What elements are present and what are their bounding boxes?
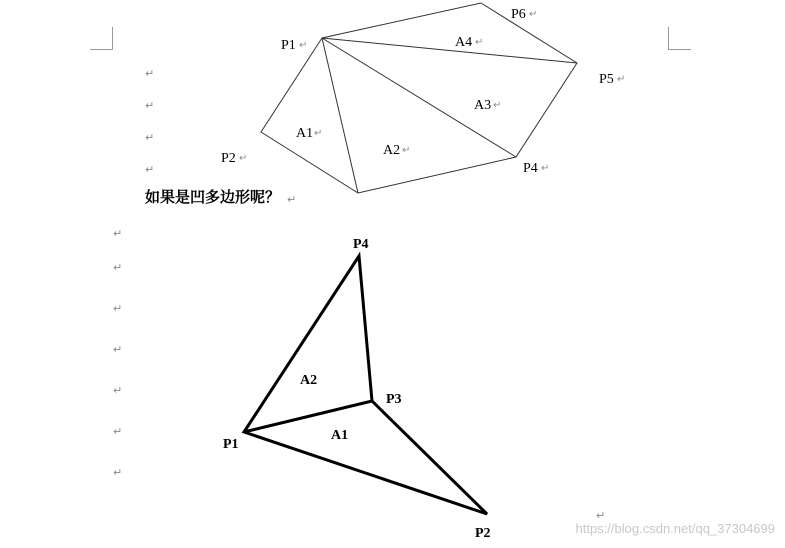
concave-polygon-outline [244, 256, 487, 514]
paragraph-mark: ↵ [287, 193, 297, 206]
region-label-a3: A3 [474, 98, 492, 113]
paragraph-mark: ↵ [145, 67, 155, 80]
convex-polygon-figure [0, 0, 785, 212]
paragraph-mark: ↵ [596, 509, 606, 522]
region-label-a1: A1 [296, 126, 314, 141]
vertex-label-p5: P5 [599, 72, 614, 87]
region-label-a2: A2 [300, 373, 318, 388]
paragraph-mark: ↵ [314, 128, 323, 139]
vertex-label-p2: P2 [221, 151, 236, 166]
region-label-a4: A4 [455, 35, 473, 50]
vertex-label-p2: P2 [475, 526, 491, 541]
paragraph-mark: ↵ [299, 40, 308, 51]
paragraph-mark: ↵ [113, 227, 123, 240]
concave-polygon-figure [0, 218, 785, 548]
paragraph-mark: ↵ [617, 74, 626, 85]
paragraph-mark: ↵ [145, 99, 155, 112]
vertex-label-p1: P1 [223, 437, 239, 452]
concave-question-heading: 如果是凹多边形呢？ [145, 188, 281, 206]
paragraph-mark: ↵ [113, 261, 123, 274]
paragraph-mark: ↵ [402, 145, 411, 156]
paragraph-mark: ↵ [239, 153, 248, 164]
vertex-label-p6: P6 [511, 7, 526, 22]
paragraph-mark: ↵ [541, 163, 550, 174]
region-label-a2: A2 [383, 143, 401, 158]
paragraph-mark: ↵ [475, 37, 484, 48]
document-page-lower [0, 218, 785, 548]
vertex-label-p3: P3 [386, 392, 402, 407]
paragraph-mark: ↵ [113, 343, 123, 356]
paragraph-mark: ↵ [145, 163, 155, 176]
paragraph-mark: ↵ [113, 466, 123, 479]
paragraph-mark: ↵ [529, 9, 538, 20]
vertex-label-p4: P4 [523, 161, 538, 176]
region-label-a1: A1 [331, 428, 349, 443]
diagonal-p1-p3 [244, 401, 372, 432]
watermark: https://blog.csdn.net/qq_37304699 [575, 521, 775, 536]
paragraph-mark: ↵ [113, 384, 123, 397]
paragraph-mark: ↵ [493, 100, 502, 111]
diagonal-p1-p5 [322, 38, 577, 63]
paragraph-mark: ↵ [113, 302, 123, 315]
paragraph-mark: ↵ [145, 131, 155, 144]
paragraph-mark: ↵ [113, 425, 123, 438]
diagonal-p1-p3 [322, 38, 358, 193]
document-page-upper [0, 0, 785, 212]
vertex-label-p4: P4 [353, 237, 369, 252]
vertex-label-p1: P1 [281, 38, 296, 53]
